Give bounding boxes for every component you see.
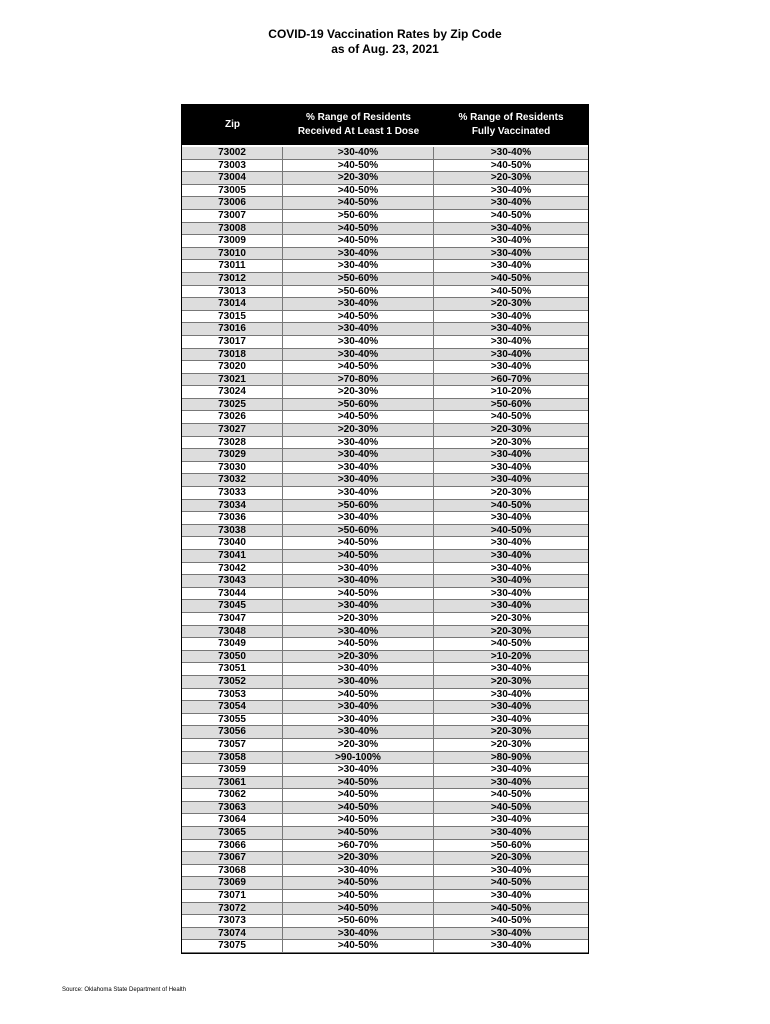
table-row — [182, 273, 588, 286]
cell-at-least-one-dose: >40-50% — [283, 940, 434, 952]
table-row — [182, 840, 588, 853]
cell-at-least-one-dose: >30-40% — [283, 260, 434, 272]
cell-fully-vaccinated: >30-40% — [490, 940, 532, 952]
cell-zip: 73063 — [182, 802, 283, 814]
cell-at-least-one-dose: >30-40% — [283, 676, 434, 688]
cell-fully-vaccinated: >20-30% — [490, 298, 532, 310]
table-row — [182, 525, 588, 538]
cell-at-least-one-dose: >30-40% — [283, 336, 434, 348]
table-row — [182, 260, 588, 273]
cell-at-least-one-dose: >40-50% — [283, 689, 434, 701]
cell-at-least-one-dose: >50-60% — [283, 525, 434, 537]
cell-zip: 73025 — [182, 399, 283, 411]
header-at-least-one-dose — [283, 105, 434, 145]
table-row — [182, 286, 588, 299]
cell-fully-vaccinated: >30-40% — [490, 764, 532, 776]
table-row — [182, 147, 588, 160]
cell-at-least-one-dose: >20-30% — [283, 651, 434, 663]
cell-at-least-one-dose: >50-60% — [283, 273, 434, 285]
cell-fully-vaccinated: >30-40% — [490, 260, 532, 272]
cell-at-least-one-dose: >20-30% — [283, 386, 434, 398]
table-row — [182, 462, 588, 475]
cell-fully-vaccinated: >30-40% — [490, 512, 532, 524]
cell-fully-vaccinated: >30-40% — [490, 184, 532, 196]
cell-at-least-one-dose: >40-50% — [283, 311, 434, 323]
cell-fully-vaccinated: >30-40% — [490, 562, 532, 574]
cell-fully-vaccinated: >50-60% — [490, 839, 532, 851]
cell-at-least-one-dose: >30-40% — [283, 323, 434, 335]
cell-at-least-one-dose: >30-40% — [283, 437, 434, 449]
cell-fully-vaccinated: >30-40% — [490, 600, 532, 612]
cell-zip: 73007 — [182, 210, 283, 222]
table-row — [182, 411, 588, 424]
table-row — [182, 689, 588, 702]
cell-at-least-one-dose: >40-50% — [283, 814, 434, 826]
cell-fully-vaccinated: >20-30% — [490, 675, 532, 687]
table-row — [182, 223, 588, 236]
cell-zip: 73073 — [182, 915, 283, 927]
cell-zip: 73026 — [182, 411, 283, 423]
header-full-line2: Fully Vaccinated — [471, 126, 551, 137]
table-row — [182, 752, 588, 765]
cell-zip: 73011 — [182, 260, 283, 272]
cell-fully-vaccinated: >30-40% — [490, 814, 532, 826]
table-row — [182, 563, 588, 576]
cell-zip: 73028 — [182, 437, 283, 449]
cell-zip: 73075 — [182, 940, 283, 952]
cell-fully-vaccinated: >30-40% — [490, 348, 532, 360]
table-row — [182, 802, 588, 815]
cell-fully-vaccinated: >80-90% — [490, 751, 532, 763]
cell-at-least-one-dose: >20-30% — [283, 172, 434, 184]
table-row — [182, 613, 588, 626]
cell-zip: 73056 — [182, 726, 283, 738]
cell-zip: 73053 — [182, 689, 283, 701]
table-row — [182, 361, 588, 374]
cell-at-least-one-dose: >30-40% — [283, 865, 434, 877]
cell-at-least-one-dose: >30-40% — [283, 701, 434, 713]
table-row — [182, 399, 588, 412]
cell-at-least-one-dose: >50-60% — [283, 915, 434, 927]
cell-zip: 73047 — [182, 613, 283, 625]
cell-at-least-one-dose: >30-40% — [283, 487, 434, 499]
cell-fully-vaccinated: >40-50% — [490, 801, 532, 813]
cell-zip: 73004 — [182, 172, 283, 184]
table-row — [182, 160, 588, 173]
table-row — [182, 474, 588, 487]
cell-fully-vaccinated: >10-20% — [490, 650, 532, 662]
cell-fully-vaccinated: >30-40% — [490, 575, 532, 587]
table-row — [182, 626, 588, 639]
cell-fully-vaccinated: >30-40% — [490, 335, 532, 347]
cell-at-least-one-dose: >30-40% — [283, 764, 434, 776]
table-row — [182, 349, 588, 362]
table-row — [182, 915, 588, 928]
cell-fully-vaccinated: >30-40% — [490, 688, 532, 700]
table-row — [182, 210, 588, 223]
cell-at-least-one-dose: >20-30% — [283, 424, 434, 436]
cell-at-least-one-dose: >30-40% — [283, 714, 434, 726]
cell-fully-vaccinated: >20-30% — [490, 726, 532, 738]
cell-fully-vaccinated: >40-50% — [490, 789, 532, 801]
table-row — [182, 374, 588, 387]
cell-fully-vaccinated: >20-30% — [490, 738, 532, 750]
cell-at-least-one-dose: >40-50% — [283, 777, 434, 789]
cell-zip: 73066 — [182, 840, 283, 852]
cell-zip: 73043 — [182, 575, 283, 587]
cell-zip: 73032 — [182, 474, 283, 486]
cell-fully-vaccinated: >30-40% — [490, 587, 532, 599]
cell-at-least-one-dose: >30-40% — [283, 563, 434, 575]
table-row — [182, 588, 588, 601]
table-row — [182, 197, 588, 210]
cell-at-least-one-dose: >30-40% — [283, 726, 434, 738]
cell-zip: 73068 — [182, 865, 283, 877]
cell-at-least-one-dose: >20-30% — [283, 739, 434, 751]
cell-zip: 73071 — [182, 890, 283, 902]
table-row — [182, 449, 588, 462]
cell-at-least-one-dose: >40-50% — [283, 197, 434, 209]
table-row — [182, 814, 588, 827]
cell-zip: 73064 — [182, 814, 283, 826]
cell-zip: 73058 — [182, 752, 283, 764]
cell-fully-vaccinated: >30-40% — [490, 147, 532, 158]
cell-zip: 73017 — [182, 336, 283, 348]
table-row — [182, 903, 588, 916]
cell-fully-vaccinated: >40-50% — [490, 285, 532, 297]
cell-at-least-one-dose: >40-50% — [283, 550, 434, 562]
cell-fully-vaccinated: >40-50% — [490, 524, 532, 536]
cell-at-least-one-dose: >40-50% — [283, 827, 434, 839]
cell-fully-vaccinated: >30-40% — [490, 890, 532, 902]
cell-fully-vaccinated: >60-70% — [490, 373, 532, 385]
cell-zip: 73010 — [182, 248, 283, 260]
table-body — [182, 147, 588, 953]
table-row — [182, 172, 588, 185]
cell-zip: 73042 — [182, 563, 283, 575]
table-row — [182, 311, 588, 324]
cell-zip: 73057 — [182, 739, 283, 751]
cell-at-least-one-dose: >40-50% — [283, 588, 434, 600]
cell-zip: 73074 — [182, 928, 283, 940]
table-row — [182, 500, 588, 513]
cell-fully-vaccinated: >20-30% — [490, 612, 532, 624]
cell-fully-vaccinated: >30-40% — [490, 222, 532, 234]
cell-zip: 73024 — [182, 386, 283, 398]
table-row — [182, 777, 588, 790]
cell-fully-vaccinated: >40-50% — [490, 915, 532, 927]
table-row — [182, 600, 588, 613]
table-row — [182, 789, 588, 802]
cell-zip: 73018 — [182, 349, 283, 361]
cell-fully-vaccinated: >40-50% — [490, 499, 532, 511]
table-row — [182, 185, 588, 198]
cell-zip: 73052 — [182, 676, 283, 688]
table-row — [182, 940, 588, 953]
cell-at-least-one-dose: >20-30% — [283, 852, 434, 864]
cell-zip: 73051 — [182, 663, 283, 675]
cell-at-least-one-dose: >40-50% — [283, 903, 434, 915]
cell-at-least-one-dose: >40-50% — [283, 789, 434, 801]
header-full-line1: % Range of Residents — [458, 112, 564, 123]
cell-at-least-one-dose: >30-40% — [283, 462, 434, 474]
cell-zip: 73005 — [182, 185, 283, 197]
table-row — [182, 248, 588, 261]
cell-at-least-one-dose: >40-50% — [283, 638, 434, 650]
table-row — [182, 512, 588, 525]
cell-at-least-one-dose: >90-100% — [283, 752, 434, 764]
cell-fully-vaccinated: >40-50% — [490, 411, 532, 423]
cell-fully-vaccinated: >30-40% — [490, 235, 532, 247]
cell-fully-vaccinated: >50-60% — [490, 398, 532, 410]
table-row — [182, 487, 588, 500]
cell-fully-vaccinated: >30-40% — [490, 197, 532, 209]
cell-zip: 73012 — [182, 273, 283, 285]
cell-zip: 73016 — [182, 323, 283, 335]
cell-zip: 73009 — [182, 235, 283, 247]
cell-at-least-one-dose: >30-40% — [283, 575, 434, 587]
cell-fully-vaccinated: >10-20% — [490, 386, 532, 398]
header-zip — [182, 105, 283, 145]
cell-zip: 73048 — [182, 626, 283, 638]
cell-fully-vaccinated: >30-40% — [490, 827, 532, 839]
table-row — [182, 890, 588, 903]
cell-fully-vaccinated: >30-40% — [490, 247, 532, 259]
table-row — [182, 638, 588, 651]
table-row — [182, 714, 588, 727]
cell-zip: 73065 — [182, 827, 283, 839]
cell-zip: 73069 — [182, 877, 283, 889]
page-title: COVID-19 Vaccination Rates by Zip Code — [268, 27, 502, 41]
table-row — [182, 386, 588, 399]
table-row — [182, 928, 588, 941]
cell-zip: 73021 — [182, 374, 283, 386]
cell-zip: 73050 — [182, 651, 283, 663]
cell-at-least-one-dose: >40-50% — [283, 802, 434, 814]
cell-zip: 73044 — [182, 588, 283, 600]
page-subtitle: as of Aug. 23, 2021 — [331, 42, 439, 56]
cell-zip: 73061 — [182, 777, 283, 789]
cell-fully-vaccinated: >30-40% — [490, 474, 532, 486]
cell-zip: 73034 — [182, 500, 283, 512]
cell-fully-vaccinated: >30-40% — [490, 310, 532, 322]
cell-zip: 73003 — [182, 160, 283, 172]
cell-zip: 73040 — [182, 537, 283, 549]
header-zip-label: Zip — [225, 119, 240, 130]
cell-fully-vaccinated: >40-50% — [490, 272, 532, 284]
cell-at-least-one-dose: >50-60% — [283, 500, 434, 512]
cell-at-least-one-dose: >30-40% — [283, 147, 434, 159]
cell-at-least-one-dose: >30-40% — [283, 928, 434, 940]
cell-at-least-one-dose: >70-80% — [283, 374, 434, 386]
cell-at-least-one-dose: >60-70% — [283, 840, 434, 852]
cell-zip: 73036 — [182, 512, 283, 524]
cell-zip: 73013 — [182, 286, 283, 298]
cell-fully-vaccinated: >40-50% — [490, 902, 532, 914]
table-row — [182, 575, 588, 588]
cell-at-least-one-dose: >40-50% — [283, 160, 434, 172]
cell-zip: 73027 — [182, 424, 283, 436]
cell-fully-vaccinated: >30-40% — [490, 323, 532, 335]
table-row — [182, 739, 588, 752]
cell-zip: 73045 — [182, 600, 283, 612]
cell-at-least-one-dose: >30-40% — [283, 449, 434, 461]
cell-fully-vaccinated: >30-40% — [490, 701, 532, 713]
cell-at-least-one-dose: >30-40% — [283, 474, 434, 486]
cell-zip: 73055 — [182, 714, 283, 726]
cell-zip: 73029 — [182, 449, 283, 461]
vaccination-table — [181, 104, 589, 954]
cell-zip: 73054 — [182, 701, 283, 713]
cell-zip: 73014 — [182, 298, 283, 310]
cell-zip: 73015 — [182, 311, 283, 323]
cell-zip: 73072 — [182, 903, 283, 915]
cell-zip: 73033 — [182, 487, 283, 499]
table-row — [182, 424, 588, 437]
cell-fully-vaccinated: >30-40% — [490, 461, 532, 473]
table-row — [182, 537, 588, 550]
cell-at-least-one-dose: >40-50% — [283, 361, 434, 373]
cell-fully-vaccinated: >30-40% — [490, 927, 532, 939]
cell-fully-vaccinated: >30-40% — [490, 449, 532, 461]
source-note: Source: Oklahoma State Department of Health — [62, 987, 187, 993]
cell-at-least-one-dose: >30-40% — [283, 626, 434, 638]
cell-fully-vaccinated: >30-40% — [490, 550, 532, 561]
cell-zip: 73049 — [182, 638, 283, 650]
cell-at-least-one-dose: >30-40% — [283, 298, 434, 310]
table-row — [182, 764, 588, 777]
cell-fully-vaccinated: >30-40% — [490, 713, 532, 725]
cell-at-least-one-dose: >50-60% — [283, 210, 434, 222]
table-row — [182, 676, 588, 689]
cell-at-least-one-dose: >30-40% — [283, 349, 434, 361]
cell-at-least-one-dose: >40-50% — [283, 235, 434, 247]
table-row — [182, 336, 588, 349]
cell-at-least-one-dose: >30-40% — [283, 248, 434, 260]
cell-fully-vaccinated: >30-40% — [490, 537, 532, 549]
header-dose1-line1: % Range of Residents — [305, 112, 411, 123]
cell-fully-vaccinated: >20-30% — [490, 436, 532, 448]
cell-fully-vaccinated: >30-40% — [490, 864, 532, 876]
cell-fully-vaccinated: >40-50% — [490, 877, 532, 889]
header-dose1-line2: Received At Least 1 Dose — [297, 126, 420, 137]
cell-fully-vaccinated: >30-40% — [490, 776, 532, 788]
cell-zip: 73030 — [182, 462, 283, 474]
cell-at-least-one-dose: >30-40% — [283, 600, 434, 612]
cell-zip: 73062 — [182, 789, 283, 801]
table-header — [182, 105, 588, 145]
cell-zip: 73006 — [182, 197, 283, 209]
cell-fully-vaccinated: >40-50% — [490, 209, 532, 221]
table-row — [182, 437, 588, 450]
cell-fully-vaccinated: >30-40% — [490, 361, 532, 373]
cell-zip: 73067 — [182, 852, 283, 864]
table-row — [182, 663, 588, 676]
cell-at-least-one-dose: >40-50% — [283, 223, 434, 235]
table-row — [182, 877, 588, 890]
table-row — [182, 323, 588, 336]
cell-at-least-one-dose: >40-50% — [283, 877, 434, 889]
cell-at-least-one-dose: >40-50% — [283, 185, 434, 197]
cell-at-least-one-dose: >40-50% — [283, 890, 434, 902]
cell-at-least-one-dose: >40-50% — [283, 537, 434, 549]
cell-zip: 73059 — [182, 764, 283, 776]
cell-zip: 73002 — [182, 147, 283, 159]
cell-fully-vaccinated: >30-40% — [490, 663, 532, 675]
cell-at-least-one-dose: >40-50% — [283, 411, 434, 423]
cell-at-least-one-dose: >50-60% — [283, 286, 434, 298]
cell-at-least-one-dose: >50-60% — [283, 399, 434, 411]
cell-fully-vaccinated: >20-30% — [490, 172, 532, 184]
cell-at-least-one-dose: >30-40% — [283, 663, 434, 675]
table-row — [182, 701, 588, 714]
cell-at-least-one-dose: >20-30% — [283, 613, 434, 625]
cell-fully-vaccinated: >20-30% — [490, 625, 532, 637]
cell-zip: 73038 — [182, 525, 283, 537]
table-row — [182, 852, 588, 865]
header-fully-vaccinated — [434, 105, 588, 145]
cell-zip: 73020 — [182, 361, 283, 373]
cell-fully-vaccinated: >20-30% — [490, 424, 532, 436]
table-row — [182, 726, 588, 739]
cell-fully-vaccinated: >40-50% — [490, 638, 532, 650]
table-row — [182, 865, 588, 878]
table-row — [182, 235, 588, 248]
cell-zip: 73008 — [182, 223, 283, 235]
cell-at-least-one-dose: >30-40% — [283, 512, 434, 524]
table-row — [182, 550, 588, 563]
table-row — [182, 298, 588, 311]
table-row — [182, 827, 588, 840]
cell-zip: 73041 — [182, 550, 283, 562]
table-row — [182, 651, 588, 664]
cell-fully-vaccinated: >20-30% — [490, 852, 532, 864]
cell-fully-vaccinated: >40-50% — [490, 159, 532, 171]
cell-fully-vaccinated: >20-30% — [490, 487, 532, 499]
